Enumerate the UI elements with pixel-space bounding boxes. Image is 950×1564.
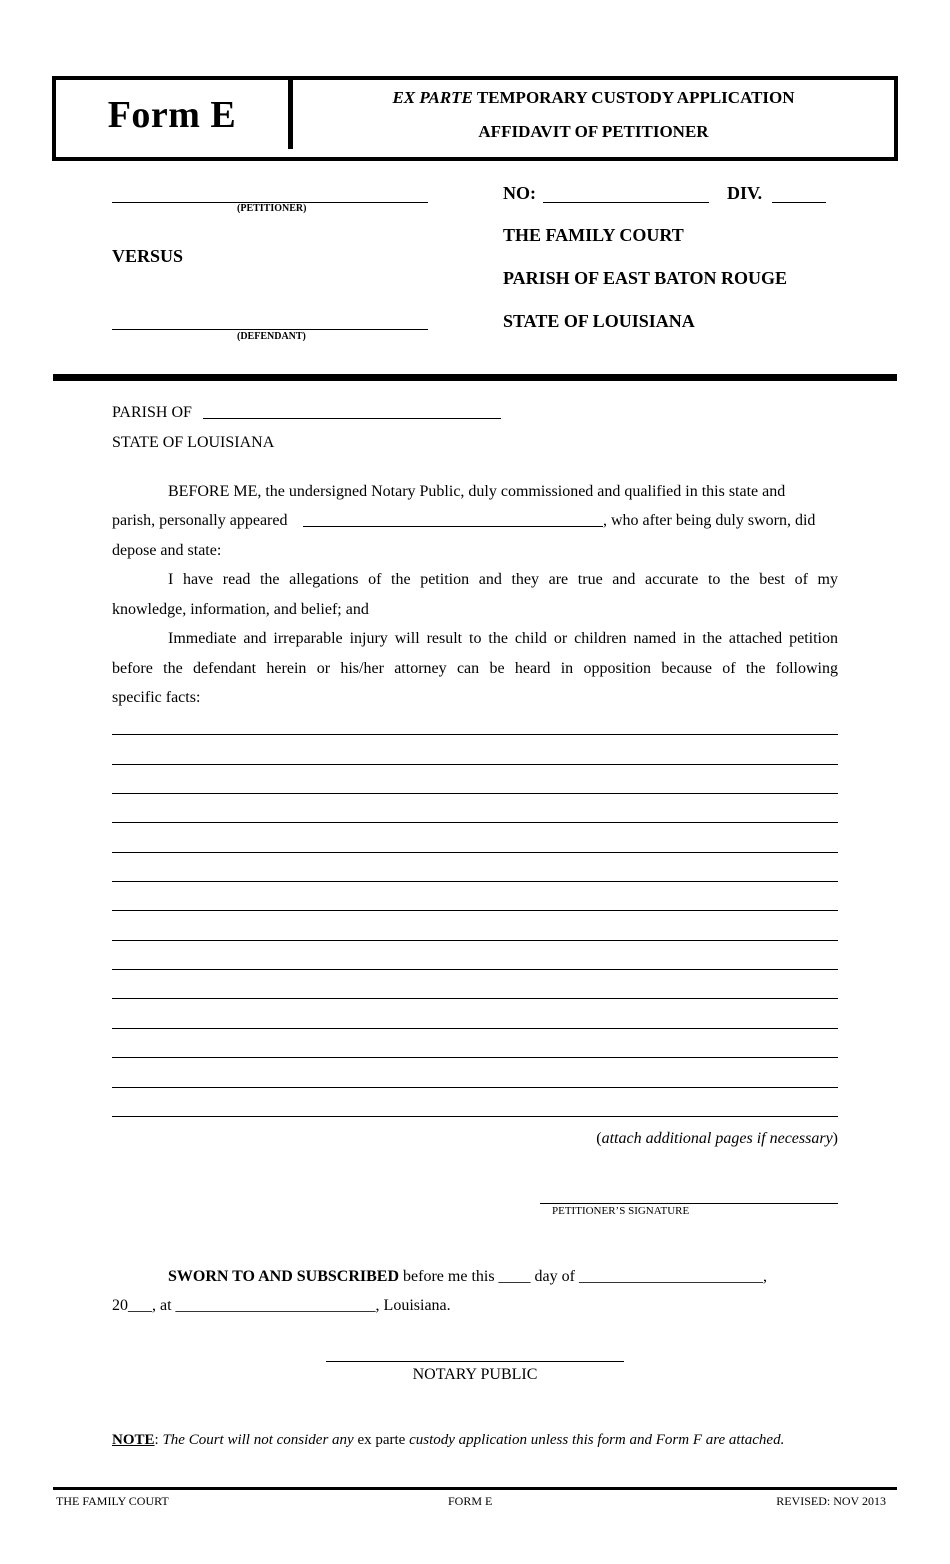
jurat-line2: 20___, at _________________________, Louisiana. [112,1297,451,1314]
form-note [112,1432,784,1449]
fact-line[interactable] [112,940,838,941]
venue-parish-label: PARISH OF [112,404,192,421]
form-title-italic: EX PARTE [392,88,473,107]
venue-parish-field[interactable] [203,418,501,419]
division-label: DIV. [727,183,763,203]
fact-line[interactable] [112,1116,838,1117]
defendant-label: (DEFENDANT) [237,331,306,342]
jurat-line1 [168,1262,838,1292]
attach-note-text: attach additional pages if necessary [601,1130,833,1147]
para1-line3: depose and state: [112,542,222,559]
fact-line[interactable] [112,998,838,999]
fact-line[interactable] [112,734,838,735]
affiant-name-field[interactable] [303,526,603,527]
jurat-text-a: before me this ____ day of _______________________, [399,1268,767,1285]
para1-line1: BEFORE ME, the undersigned Notary Public, duly commissioned and qualified in this state and [168,483,786,500]
footer-left: THE FAMILY COURT [56,1494,169,1508]
court-name: THE FAMILY COURT [503,225,684,245]
fact-line[interactable] [112,1028,838,1029]
case-number-field[interactable] [543,202,709,203]
footer-right: REVISED: NOV 2013 [776,1494,886,1508]
form-title-rest: TEMPORARY CUSTODY APPLICATION [472,88,795,107]
para2-line2: knowledge, information, and belief; and [112,601,369,618]
para3-line2: before the defendant herein or his/her attorney can be heard in opposition because of the following [112,660,838,677]
fact-line[interactable] [112,1087,838,1088]
form-subtitle: AFFIDAVIT OF PETITIONER [478,122,709,141]
division-field[interactable] [772,202,826,203]
para1-line2-start: parish, personally appeared [112,512,288,529]
footer-center: FORM E [448,1494,493,1508]
fact-line[interactable] [112,793,838,794]
note-colon: : [154,1432,163,1448]
court-parish: PARISH OF EAST BATON ROUGE [503,268,788,288]
petitioner-signature-label: PETITIONER’S SIGNATURE [552,1205,690,1217]
para3-line3: specific facts: [112,689,201,706]
para1-line2-end: , who after being duly sworn, did [603,512,816,529]
petitioner-signature-line[interactable] [540,1203,838,1204]
notary-label: NOTARY PUBLIC [412,1366,538,1383]
form-header [52,76,898,161]
case-number-label: NO: [503,183,536,203]
fact-line[interactable] [112,1057,838,1058]
versus-label: VERSUS [112,246,184,266]
fact-line[interactable] [112,910,838,911]
note-italic-b: custody application unless this form and Form F are attached. [405,1432,785,1448]
court-state: STATE OF LOUISIANA [503,311,695,331]
fact-line[interactable] [112,881,838,882]
jurat-bold: SWORN TO AND SUBSCRIBED [168,1268,400,1285]
caption-divider [53,374,897,381]
para2-line1: I have read the allegations of the petition and they are true and accurate to the best of my [168,571,838,588]
footer-rule [53,1487,897,1490]
fact-line[interactable] [112,764,838,765]
venue-state: STATE OF LOUISIANA [112,434,275,451]
attach-note: (attach additional pages if necessary) [596,1130,838,1147]
fact-line[interactable] [112,852,838,853]
form-title [297,88,890,108]
defendant-name-line[interactable] [112,329,428,330]
note-label: NOTE [112,1432,155,1448]
fact-line[interactable] [112,969,838,970]
fact-line[interactable] [112,822,838,823]
petitioner-label: (PETITIONER) [237,203,307,214]
note-plain: ex parte [357,1432,406,1448]
form-label: Form E [56,80,293,149]
para3-line1: Immediate and irreparable injury will result to the child or children named in the attached petition [168,630,838,647]
note-italic-a: The Court will not consider any [162,1432,358,1448]
form-title-block [297,80,890,149]
